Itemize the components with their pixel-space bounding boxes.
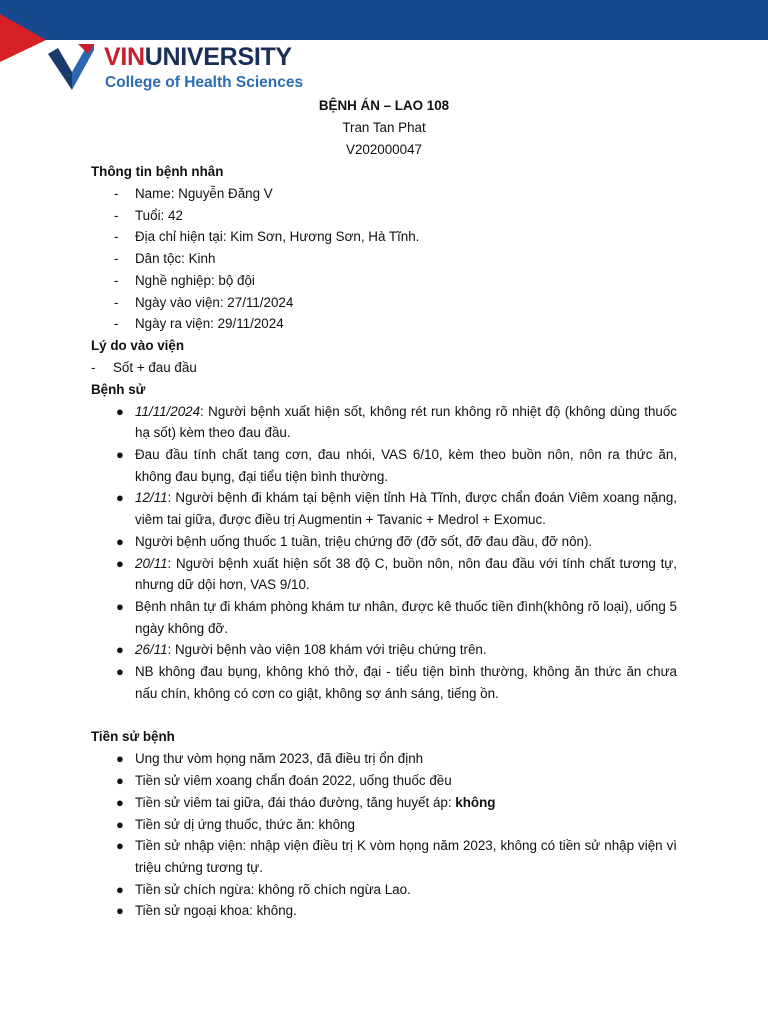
bullet-marker: ● (116, 598, 124, 614)
list-item-text: Sốt + đau đầu (113, 359, 197, 375)
list-item-text: : Người bệnh đi khám tại bệnh viện tỉnh Hà Tĩnh, được chẩn đoán Viêm xoang nặng, viêm tai giữa, được điều trị Augmentin + Tavanic + Medrol + Exomuc. (135, 490, 677, 528)
history-date: 20/11 (135, 555, 168, 571)
red-triangle-decoration (0, 0, 46, 76)
list-item (91, 226, 677, 248)
list-item (91, 444, 677, 487)
history-date: 11/11/2024 (135, 403, 201, 419)
bullet-marker: ● (116, 403, 124, 419)
history-date: 12/11 (135, 490, 168, 506)
list-item (91, 183, 677, 205)
list-item-text: Ngày ra viện: 29/11/2024 (135, 316, 284, 332)
patient-info-heading: Thông tin bệnh nhân (91, 164, 224, 179)
bullet-marker: ● (116, 881, 124, 897)
bullet-marker: ● (116, 838, 124, 854)
bullet-marker: ● (116, 555, 124, 571)
dash-marker: - (114, 294, 119, 310)
list-item-text: Tiền sử viêm tai giữa, đái tháo đường, tăng huyết áp: (135, 794, 456, 810)
list-item-text: NB không đau bụng, không khó thở, đại - tiểu tiện bình thường, không ăn thức ăn chưa nấu chín, không có cơn co giật, không sợ ánh sáng, tiếng ồn. (135, 664, 677, 701)
list-item-text: Tuổi: 42 (135, 207, 183, 223)
list-item-text: Nghề nghiệp: bộ đội (135, 272, 255, 288)
past-history-heading: Tiền sử bệnh (91, 729, 175, 745)
history-list (91, 401, 677, 705)
list-item (91, 270, 677, 292)
brand-university: UNIVERSITY (144, 43, 292, 71)
history-heading: Bệnh sử (91, 381, 146, 397)
bullet-marker: ● (116, 447, 124, 463)
list-item-text: : Người bệnh xuất hiện sốt, không rét run không rõ nhiệt độ (không dùng thuốc hạ sốt) kèm theo đau đầu. (135, 403, 677, 441)
bullet-marker: ● (116, 903, 124, 919)
list-item (91, 357, 677, 379)
vin-logo-icon (48, 42, 98, 92)
dash-marker: - (114, 251, 119, 267)
bullet-marker: ● (116, 642, 124, 658)
list-item-text: Đau đầu tính chất tang cơn, đau nhói, VAS 6/10, kèm theo buồn nôn, nôn ra thức ăn, không đau bụng, đại tiểu tiện bình thường. (135, 447, 677, 484)
list-item-text: : Người bệnh vào viện 108 khám với triệu chứng trên. (167, 642, 487, 658)
dash-marker: - (114, 186, 119, 201)
list-item-text: Tiền sử chích ngừa: không rõ chích ngừa Lao. (135, 881, 411, 897)
list-item-text: Dân tộc: Kinh (135, 251, 216, 267)
reason-list (91, 357, 677, 379)
list-item-text: Tiền sử ngoại khoa: không. (135, 903, 297, 919)
header-bar (0, 0, 768, 40)
university-logo (48, 42, 304, 94)
list-item (91, 401, 677, 444)
past-history-list (91, 748, 677, 922)
history-date: 26/11 (135, 642, 168, 658)
list-item (91, 792, 677, 814)
list-item (91, 487, 677, 530)
list-item (91, 292, 677, 314)
doc-title: BỆNH ÁN – LAO 108 (318, 98, 450, 113)
list-item (91, 531, 677, 553)
list-item-text: : Người bệnh xuất hiện sốt 38 độ C, buồn nôn, nôn đau đầu với tính chất tương tự, nhưng dữ dội hơn, VAS 9/10. (135, 555, 677, 593)
list-item (91, 879, 677, 901)
brand-subtitle: College of Health Sciences (105, 74, 304, 91)
brand-vin: VIN (104, 43, 145, 71)
bullet-marker: ● (116, 794, 124, 810)
list-item-text: Tiền sử dị ứng thuốc, thức ăn: không (135, 816, 355, 832)
brand-wordmark (104, 42, 292, 72)
list-item (91, 835, 677, 878)
bullet-marker: ● (116, 664, 124, 680)
dash-marker: - (114, 207, 119, 223)
document-body (91, 95, 677, 922)
list-item (91, 596, 677, 639)
doc-author: Tran Tan Phat (342, 120, 426, 135)
list-item-text: Địa chỉ hiện tại: Kim Sơn, Hương Sơn, Hà Tĩnh. (135, 229, 420, 245)
list-item (91, 205, 677, 227)
bullet-marker: ● (116, 533, 124, 549)
list-item (91, 748, 677, 770)
list-item (91, 313, 677, 335)
bullet-marker: ● (116, 751, 124, 767)
list-item (91, 661, 677, 704)
list-item (91, 553, 677, 596)
list-item (91, 814, 677, 836)
list-item (91, 248, 677, 270)
bullet-marker: ● (116, 773, 124, 789)
patient-info-list (91, 183, 677, 335)
list-item-text: Tiền sử nhập viện: nhập viện điều trị K vòm họng năm 2023, không có tiền sử nhập viện vì triệu chứng tương tự. (135, 838, 677, 875)
dash-marker: - (91, 359, 96, 375)
list-item (91, 639, 677, 661)
list-item (91, 770, 677, 792)
reason-heading: Lý do vào viện (91, 337, 185, 353)
dash-marker: - (114, 229, 119, 245)
bullet-marker: ● (116, 490, 124, 506)
bullet-marker: ● (116, 816, 124, 832)
list-item-text: Bệnh nhân tự đi khám phòng khám tư nhân, được kê thuốc tiền đình(không rõ loại), uống 5 ngày không đỡ. (135, 598, 677, 636)
dash-marker: - (114, 316, 119, 332)
list-item-text: Ung thư vòm họng năm 2023, đã điều trị ổn định (135, 751, 424, 767)
doc-student-id: V202000047 (346, 142, 422, 157)
dash-marker: - (114, 272, 119, 288)
bold-answer: không (455, 794, 496, 810)
list-item-text: Name: Nguyễn Đăng V (135, 186, 273, 201)
list-item (91, 900, 677, 922)
list-item-text: Ngày vào viện: 27/11/2024 (135, 294, 294, 310)
list-item-text: Người bệnh uống thuốc 1 tuần, triệu chứng đỡ (đỡ sốt, đỡ đau đầu, đỡ nôn). (135, 533, 593, 549)
list-item-text: Tiền sử viêm xoang chẩn đoán 2022, uống thuốc đều (135, 773, 452, 789)
